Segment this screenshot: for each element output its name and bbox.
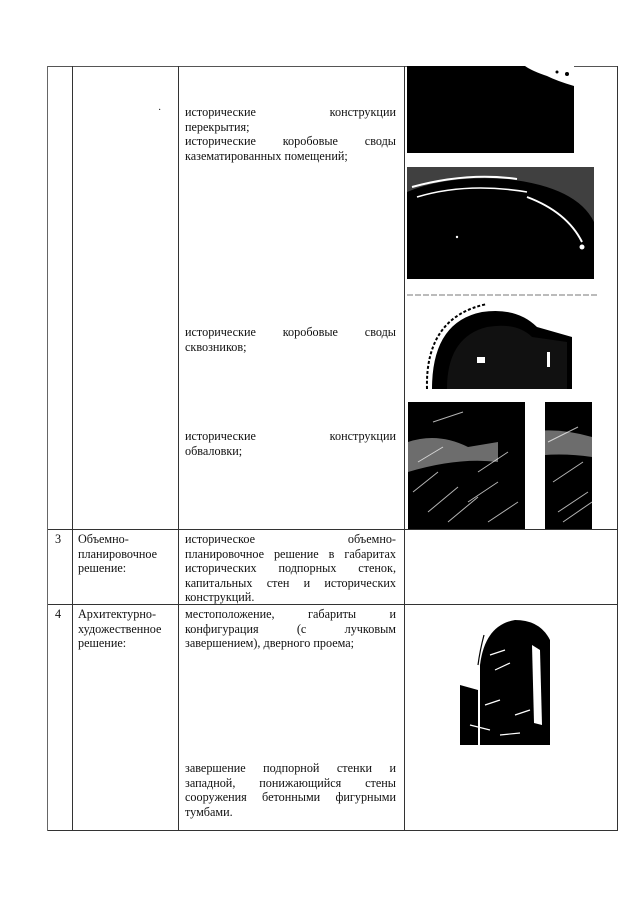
item-ceiling-structures	[185, 105, 396, 134]
photo-vaulted-casemate	[407, 167, 594, 279]
text-line: историческое объемно-	[185, 532, 396, 546]
text-line: западной, понижающийся стены	[185, 775, 396, 790]
label-line: Объемно-	[78, 532, 129, 546]
text-line: обваловки;	[185, 443, 243, 458]
column-divider-1	[72, 66, 73, 831]
photo-embankment	[408, 402, 592, 529]
text-line: исторические коробовые своды	[185, 325, 396, 339]
table-left-border	[47, 66, 48, 831]
stray-dot: ·	[158, 105, 162, 116]
text-line: исторических подпорных стенок,	[185, 561, 396, 576]
label-line: Архитектурно-	[78, 607, 157, 621]
text-line: сквозников;	[185, 339, 247, 354]
text-line: планировочное решение в габаритах	[185, 546, 396, 561]
text-line: конфигурация (с лучковым	[185, 621, 396, 636]
item-embankment	[185, 429, 396, 458]
text-line: завершением), дверного проема;	[185, 636, 355, 651]
row-3-top-border	[47, 529, 618, 530]
text-line: исторические конструкции	[185, 105, 396, 119]
column-divider-3	[404, 66, 405, 831]
table-bottom-border	[47, 830, 618, 831]
item-retaining-wall-finish	[185, 761, 396, 819]
text-line: казематированных помещений;	[185, 148, 348, 163]
item-passage-vaults	[185, 325, 396, 354]
text-line: завершение подпорной стенки и	[185, 761, 396, 775]
label-line: планировочное	[78, 546, 157, 561]
text-line: капитальных стен и исторических	[185, 575, 396, 590]
column-divider-2	[178, 66, 179, 831]
row-description-volume-planning	[185, 532, 396, 605]
item-door-opening	[185, 607, 396, 651]
text-line: местоположение, габариты и	[185, 607, 396, 621]
label-line: художественное	[78, 621, 162, 636]
text-line: сооружения бетонными фигурными	[185, 790, 396, 805]
text-line: конструкций.	[185, 590, 255, 605]
photo-passage-vault	[407, 292, 597, 389]
item-casemate-vaults	[185, 134, 396, 163]
row-number: 4	[55, 607, 62, 621]
row-number: 3	[55, 532, 62, 546]
label-line: решение:	[78, 636, 127, 651]
table-right-border	[617, 66, 618, 831]
text-line: исторические коробовые своды	[185, 134, 396, 148]
text-line: исторические конструкции	[185, 429, 396, 443]
photo-arched-doorway	[460, 605, 564, 745]
label-line: решение:	[78, 561, 127, 576]
photo-ceiling-structure	[407, 66, 574, 153]
text-line: тумбами.	[185, 804, 233, 819]
row-label-volume-planning	[78, 532, 174, 576]
text-line: перекрытия;	[185, 119, 250, 134]
row-label-architectural	[78, 607, 174, 651]
